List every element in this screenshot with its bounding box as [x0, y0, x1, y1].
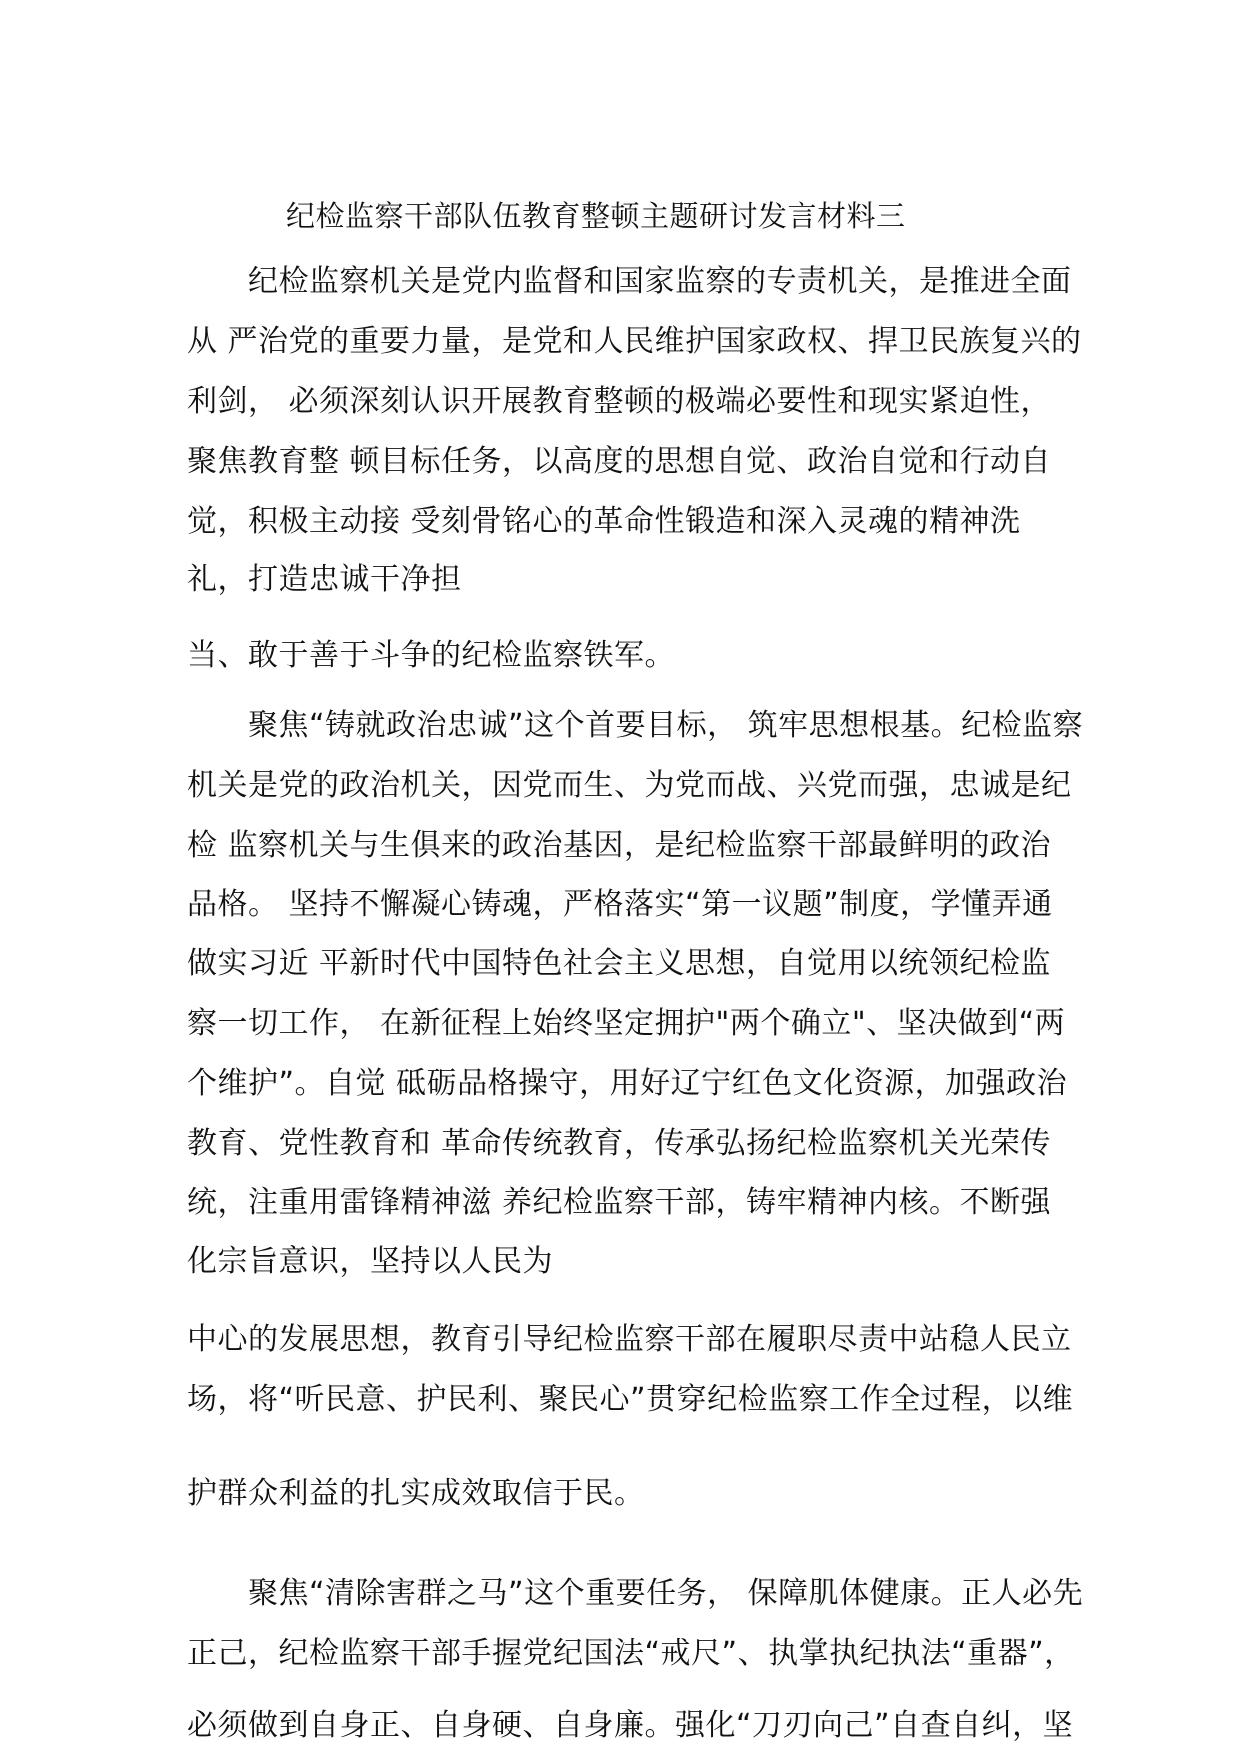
paragraph-line: 护群众利益的扎实成效取信于民。 — [187, 1476, 645, 1511]
paragraph-line: 机关是党的政治机关，因党而生、为党而战、兴党而强，忠诚是纪 — [187, 768, 1072, 803]
paragraph-line: 教育、党性教育和 革命传统教育，传承弘扬纪检监察机关光荣传 — [187, 1126, 1052, 1161]
paragraph-line: 聚焦“铸就政治忠诚”这个首要目标， 筑牢思想根基。纪检监察 — [248, 708, 1084, 743]
paragraph-line: 中心的发展思想，教育引导纪检监察干部在履职尽责中站稳人民立 — [187, 1322, 1072, 1357]
paragraph-line: 必须做到自身正、自身硬、自身廉。强化“刀刃向己”自查自纠，坚 — [187, 1708, 1074, 1743]
paragraph-line: 化宗旨意识，坚持以人民为 — [187, 1244, 553, 1279]
paragraph-line: 觉，积极主动接 受刻骨铭心的革命性锻造和深入灵魂的精神洗 — [187, 504, 1021, 539]
paragraph-line: 利剑， 必须深刻认识开展教育整顿的极端必要性和现实紧迫性， — [187, 384, 1052, 419]
paragraph-line: 礼，打造忠诚干净担 — [187, 562, 462, 597]
document-title: 纪检监察干部队伍教育整顿主题研讨发言材料三 — [286, 199, 906, 233]
paragraph-line: 个维护”。自觉 砥砺品格操守，用好辽宁红色文化资源，加强政治 — [187, 1066, 1068, 1101]
paragraph-line: 做实习近 平新时代中国特色社会主义思想，自觉用以统领纪检监 — [187, 946, 1052, 981]
paragraph-line: 统，注重用雷锋精神滋 养纪检监察干部，铸牢精神内核。不断强 — [187, 1185, 1052, 1220]
paragraph-line: 检 监察机关与生俱来的政治基因，是纪检监察干部最鲜明的政治 — [187, 828, 1052, 863]
paragraph-line: 察一切工作， 在新征程上始终坚定拥护"两个确立"、坚决做到“两 — [187, 1006, 1066, 1041]
paragraph-line: 品格。 坚持不懈凝心铸魂，严格落实“第一议题”制度，学懂弄通 — [187, 887, 1053, 922]
paragraph-line: 场，将“听民意、护民利、聚民心”贯穿纪检监察工作全过程，以维 — [187, 1382, 1074, 1417]
paragraph-line: 当、敢于善于斗争的纪检监察铁军。 — [187, 638, 675, 673]
paragraph-line: 正己，纪检监察干部手握党纪国法“戒尺”、执掌执纪执法“重器”， — [187, 1636, 1075, 1671]
paragraph-line: 从 严治党的重要力量，是党和人民维护国家政权、捍卫民族复兴的 — [187, 324, 1082, 359]
paragraph-line: 聚焦教育整 顿目标任务，以高度的思想自觉、政治自觉和行动自 — [187, 444, 1052, 479]
paragraph-line: 聚焦“清除害群之马”这个重要任务， 保障肌体健康。正人必先 — [248, 1576, 1084, 1611]
paragraph-line: 纪检监察机关是党内监督和国家监察的专责机关，是推进全面 — [248, 264, 1072, 299]
